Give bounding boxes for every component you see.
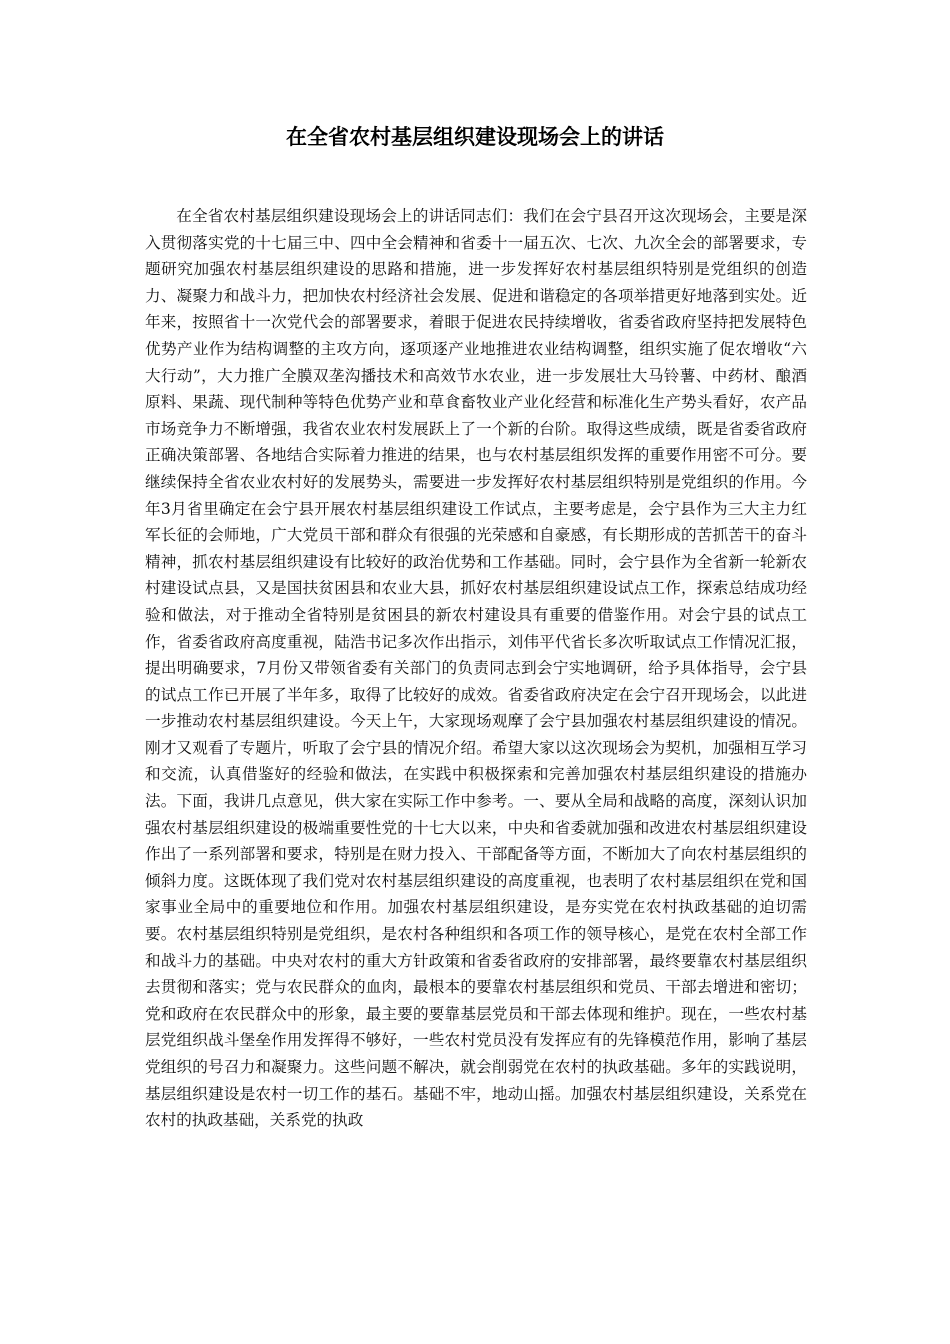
- document-body: 在全省农村基层组织建设现场会上的讲话同志们：我们在会宁县召开这次现场会，主要是深入贯彻落实党的十七届三中、四中全会精神和省委十一届五次、七次、九次全会的部署要求，专题研究加强农村基层组织建设的思路和措施，进一步发挥好农村基层组织特别是党组织的创造力、凝聚力和战斗力，把加快农村经济社会发展、促进和谐稳定的各项举措更好地落到实处。近年来，按照省十一次党代会的部署要求，着眼于促进农民持续增收，省委省政府坚持把发展特色优势产业作为结构调整的主攻方向，逐项逐产业地推进农业结构调整，组织实施了促农增收“六大行动”，大力推广全膜双垄沟播技术和高效节水农业，进一步发展壮大马铃薯、中药材、酿酒原料、果蔬、现代制种等特色优势产业和草食畜牧业产业化经营和标准化生产势头看好，农产品市场竞争力不断增强，我省农业农村发展跃上了一个新的台阶。取得这些成绩，既是省委省政府正确决策部署、各地结合实际着力推进的结果，也与农村基层组织发挥的重要作用密不可分。要继续保持全省农业农村好的发展势头，需要进一步发挥好农村基层组织特别是党组织的作用。今年3月省里确定在会宁县开展农村基层组织建设工作试点，主要考虑是，会宁县作为三大主力红军长征的会师地，广大党员干部和群众有很强的光荣感和自豪感，有长期形成的苦抓苦干的奋斗精神，抓农村基层组织建设有比较好的政治优势和工作基础。同时，会宁县作为全省新一轮新农村建设试点县，又是国扶贫困县和农业大县，抓好农村基层组织建设试点工作，探索总结成功经验和做法，对于推动全省特别是贫困县的新农村建设具有重要的借鉴作用。对会宁县的试点工作，省委省政府高度重视，陆浩书记多次作出指示，刘伟平代省长多次听取试点工作情况汇报，提出明确要求，7月份又带领省委有关部门的负责同志到会宁实地调研，给予具体指导，会宁县的试点工作已开展了半年多，取得了比较好的成效。省委省政府决定在会宁召开现场会，以此进一步推动农村基层组织建设。今天上午，大家现场观摩了会宁县加强农村基层组织建设的情况。刚才又观看了专题片，听取了会宁县的情况介绍。希望大家以这次现场会为契机，加强相互学习和交流，认真借鉴好的经验和做法，在实践中积极探索和完善加强农村基层组织建设的措施办法。下面，我讲几点意见，供大家在实际工作中参考。一、要从全局和战略的高度，深刻认识加强农村基层组织建设的极端重要性党的十七大以来，中央和省委就加强和改进农村基层组织建设作出了一系列部署和要求，特别是在财力投入、干部配备等方面，不断加大了向农村基层组织的倾斜力度。这既体现了我们党对农村基层组织建设的高度重视，也表明了农村基层组织在党和国家事业全局中的重要地位和作用。加强农村基层组织建设，是夯实党在农村执政基础的迫切需要。农村基层组织特别是党组织，是农村各种组织和各项工作的领导核心，是党在农村全部工作和战斗力的基础。中央对农村的重大方针政策和省委省政府的安排部署，最终要靠农村基层组织去贯彻和落实；党与农民群众的血肉，最根本的要靠农村基层组织和党员、干部去增进和密切；党和政府在农民群众中的形象，最主要的要靠基层党员和干部去体现和维护。现在，一些农村基层党组织战斗堡垒作用发挥得不够好，一些农村党员没有发挥应有的先锋模范作用，影响了基层党组织的号召力和凝聚力。这些问题不解决，就会削弱党在农村的执政基础。多年的实践说明，基层组织建设是农村一切工作的基石。基础不牢，地动山摇。加强农村基层组织建设，关系党在农村的执政基础，关系党的执政: [145, 207, 807, 1130]
- document-title: 在全省农村基层组织建设现场会上的讲话: [286, 125, 664, 149]
